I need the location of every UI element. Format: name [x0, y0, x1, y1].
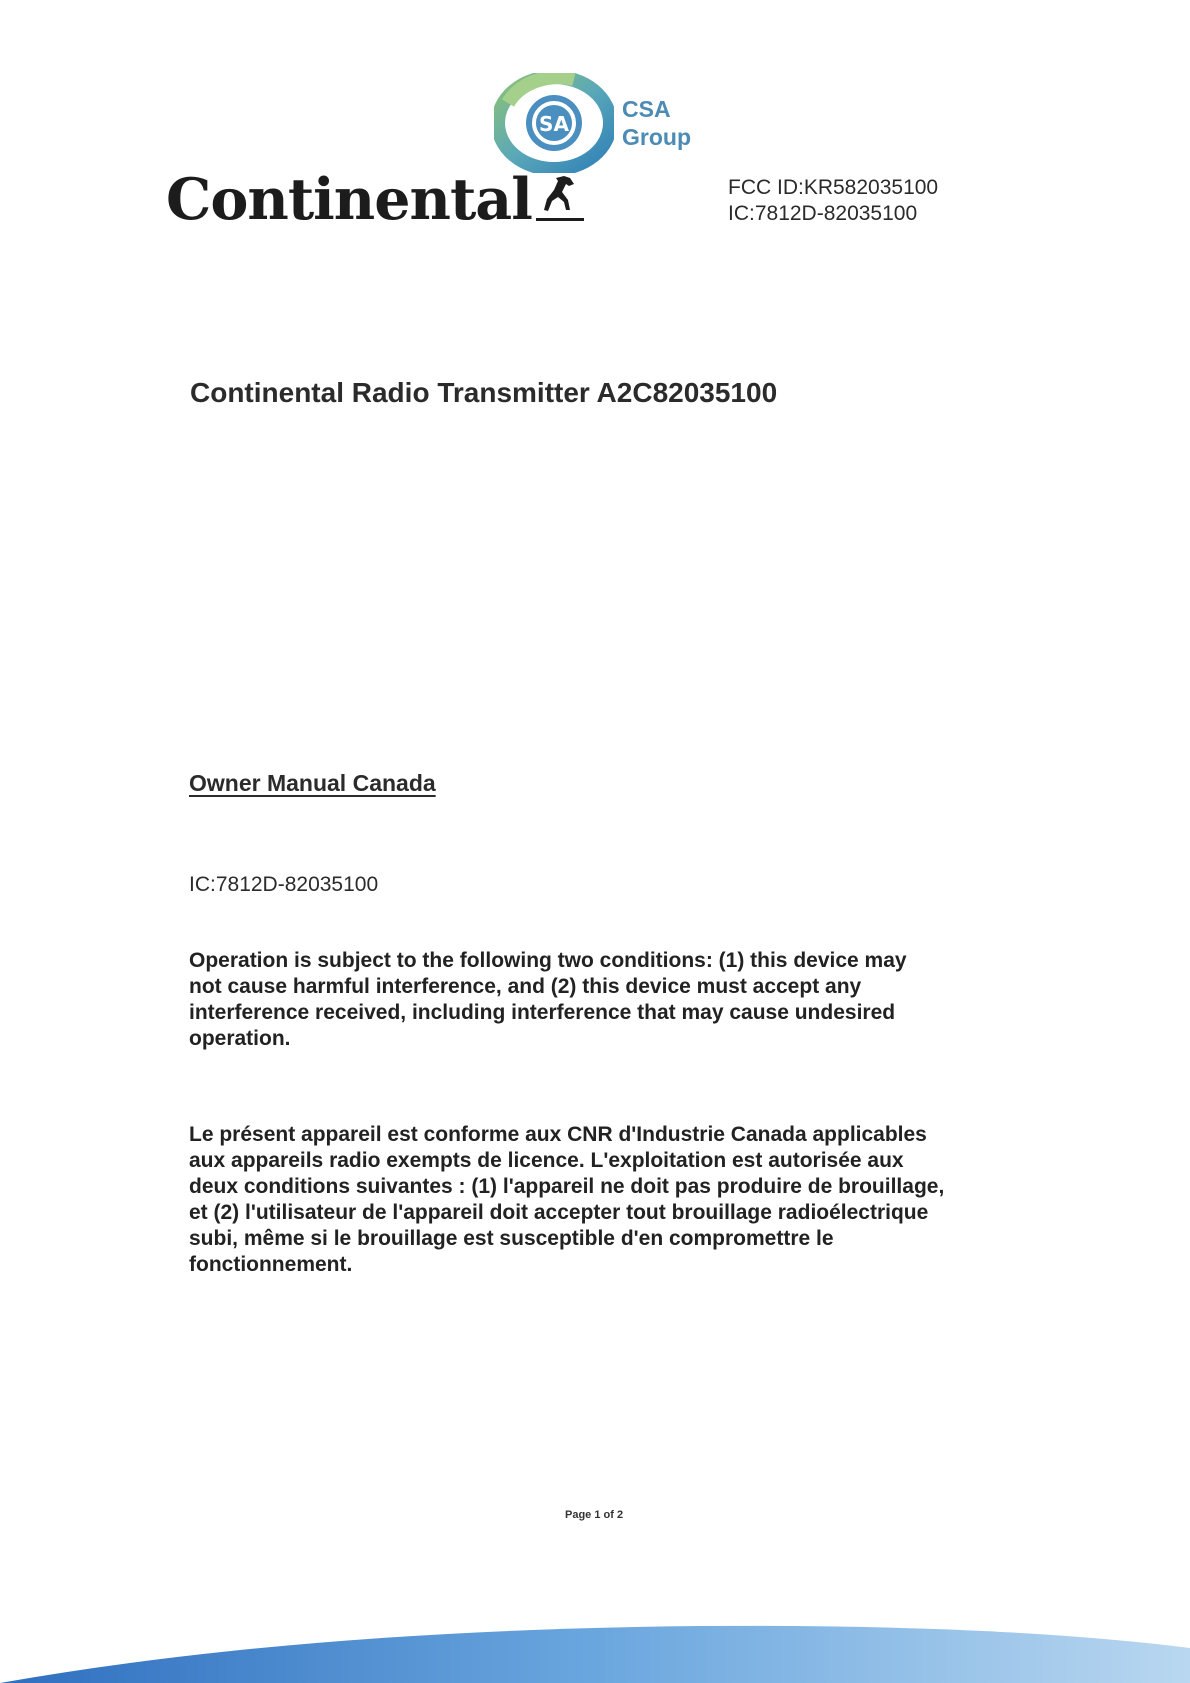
footer-wave-decoration	[0, 1618, 1190, 1683]
rearing-horse-icon	[534, 172, 586, 224]
section-heading: Owner Manual Canada	[189, 770, 436, 796]
csa-logo-text	[622, 95, 691, 151]
ic-number: IC:7812D-82035100	[189, 873, 379, 896]
document-title: Continental Radio Transmitter A2C82035100	[190, 377, 778, 408]
csa-logo-line2: Group	[622, 124, 691, 150]
paragraph-line: fonctionnement.	[189, 1253, 353, 1276]
paragraph-line: operation.	[189, 1027, 291, 1050]
french-compliance-paragraph	[189, 1122, 1019, 1278]
continental-logo	[166, 166, 586, 233]
paragraph-line: subi, même si le brouillage est susceptible d'en compromettre le	[189, 1227, 834, 1250]
regulatory-ids	[728, 175, 938, 227]
svg-text:SA: SA	[539, 112, 569, 136]
csa-logo-line1: CSA	[622, 96, 671, 122]
paragraph-line: Operation is subject to the following two conditions: (1) this device may	[189, 949, 907, 972]
csa-logo-icon	[494, 73, 614, 173]
paragraph-line: deux conditions suivantes : (1) l'appareil ne doit pas produire de brouillage,	[189, 1175, 945, 1198]
paragraph-line: et (2) l'utilisateur de l'appareil doit accepter tout brouillage radioélectrique	[189, 1201, 929, 1224]
paragraph-line: aux appareils radio exempts de licence. L'exploitation est autorisée aux	[189, 1149, 904, 1172]
ic-id: IC:7812D-82035100	[728, 202, 918, 225]
continental-wordmark: Continental	[166, 166, 532, 233]
paragraph-line: interference received, including interference that may cause undesired	[189, 1001, 896, 1024]
paragraph-line: Le présent appareil est conforme aux CNR d'Industrie Canada applicables	[189, 1123, 927, 1146]
page-number: Page 1 of 2	[565, 1509, 624, 1521]
fcc-id: FCC ID:KR582035100	[728, 176, 939, 199]
paragraph-line: not cause harmful interference, and (2) this device must accept any	[189, 975, 862, 998]
english-compliance-paragraph	[189, 948, 1019, 1052]
